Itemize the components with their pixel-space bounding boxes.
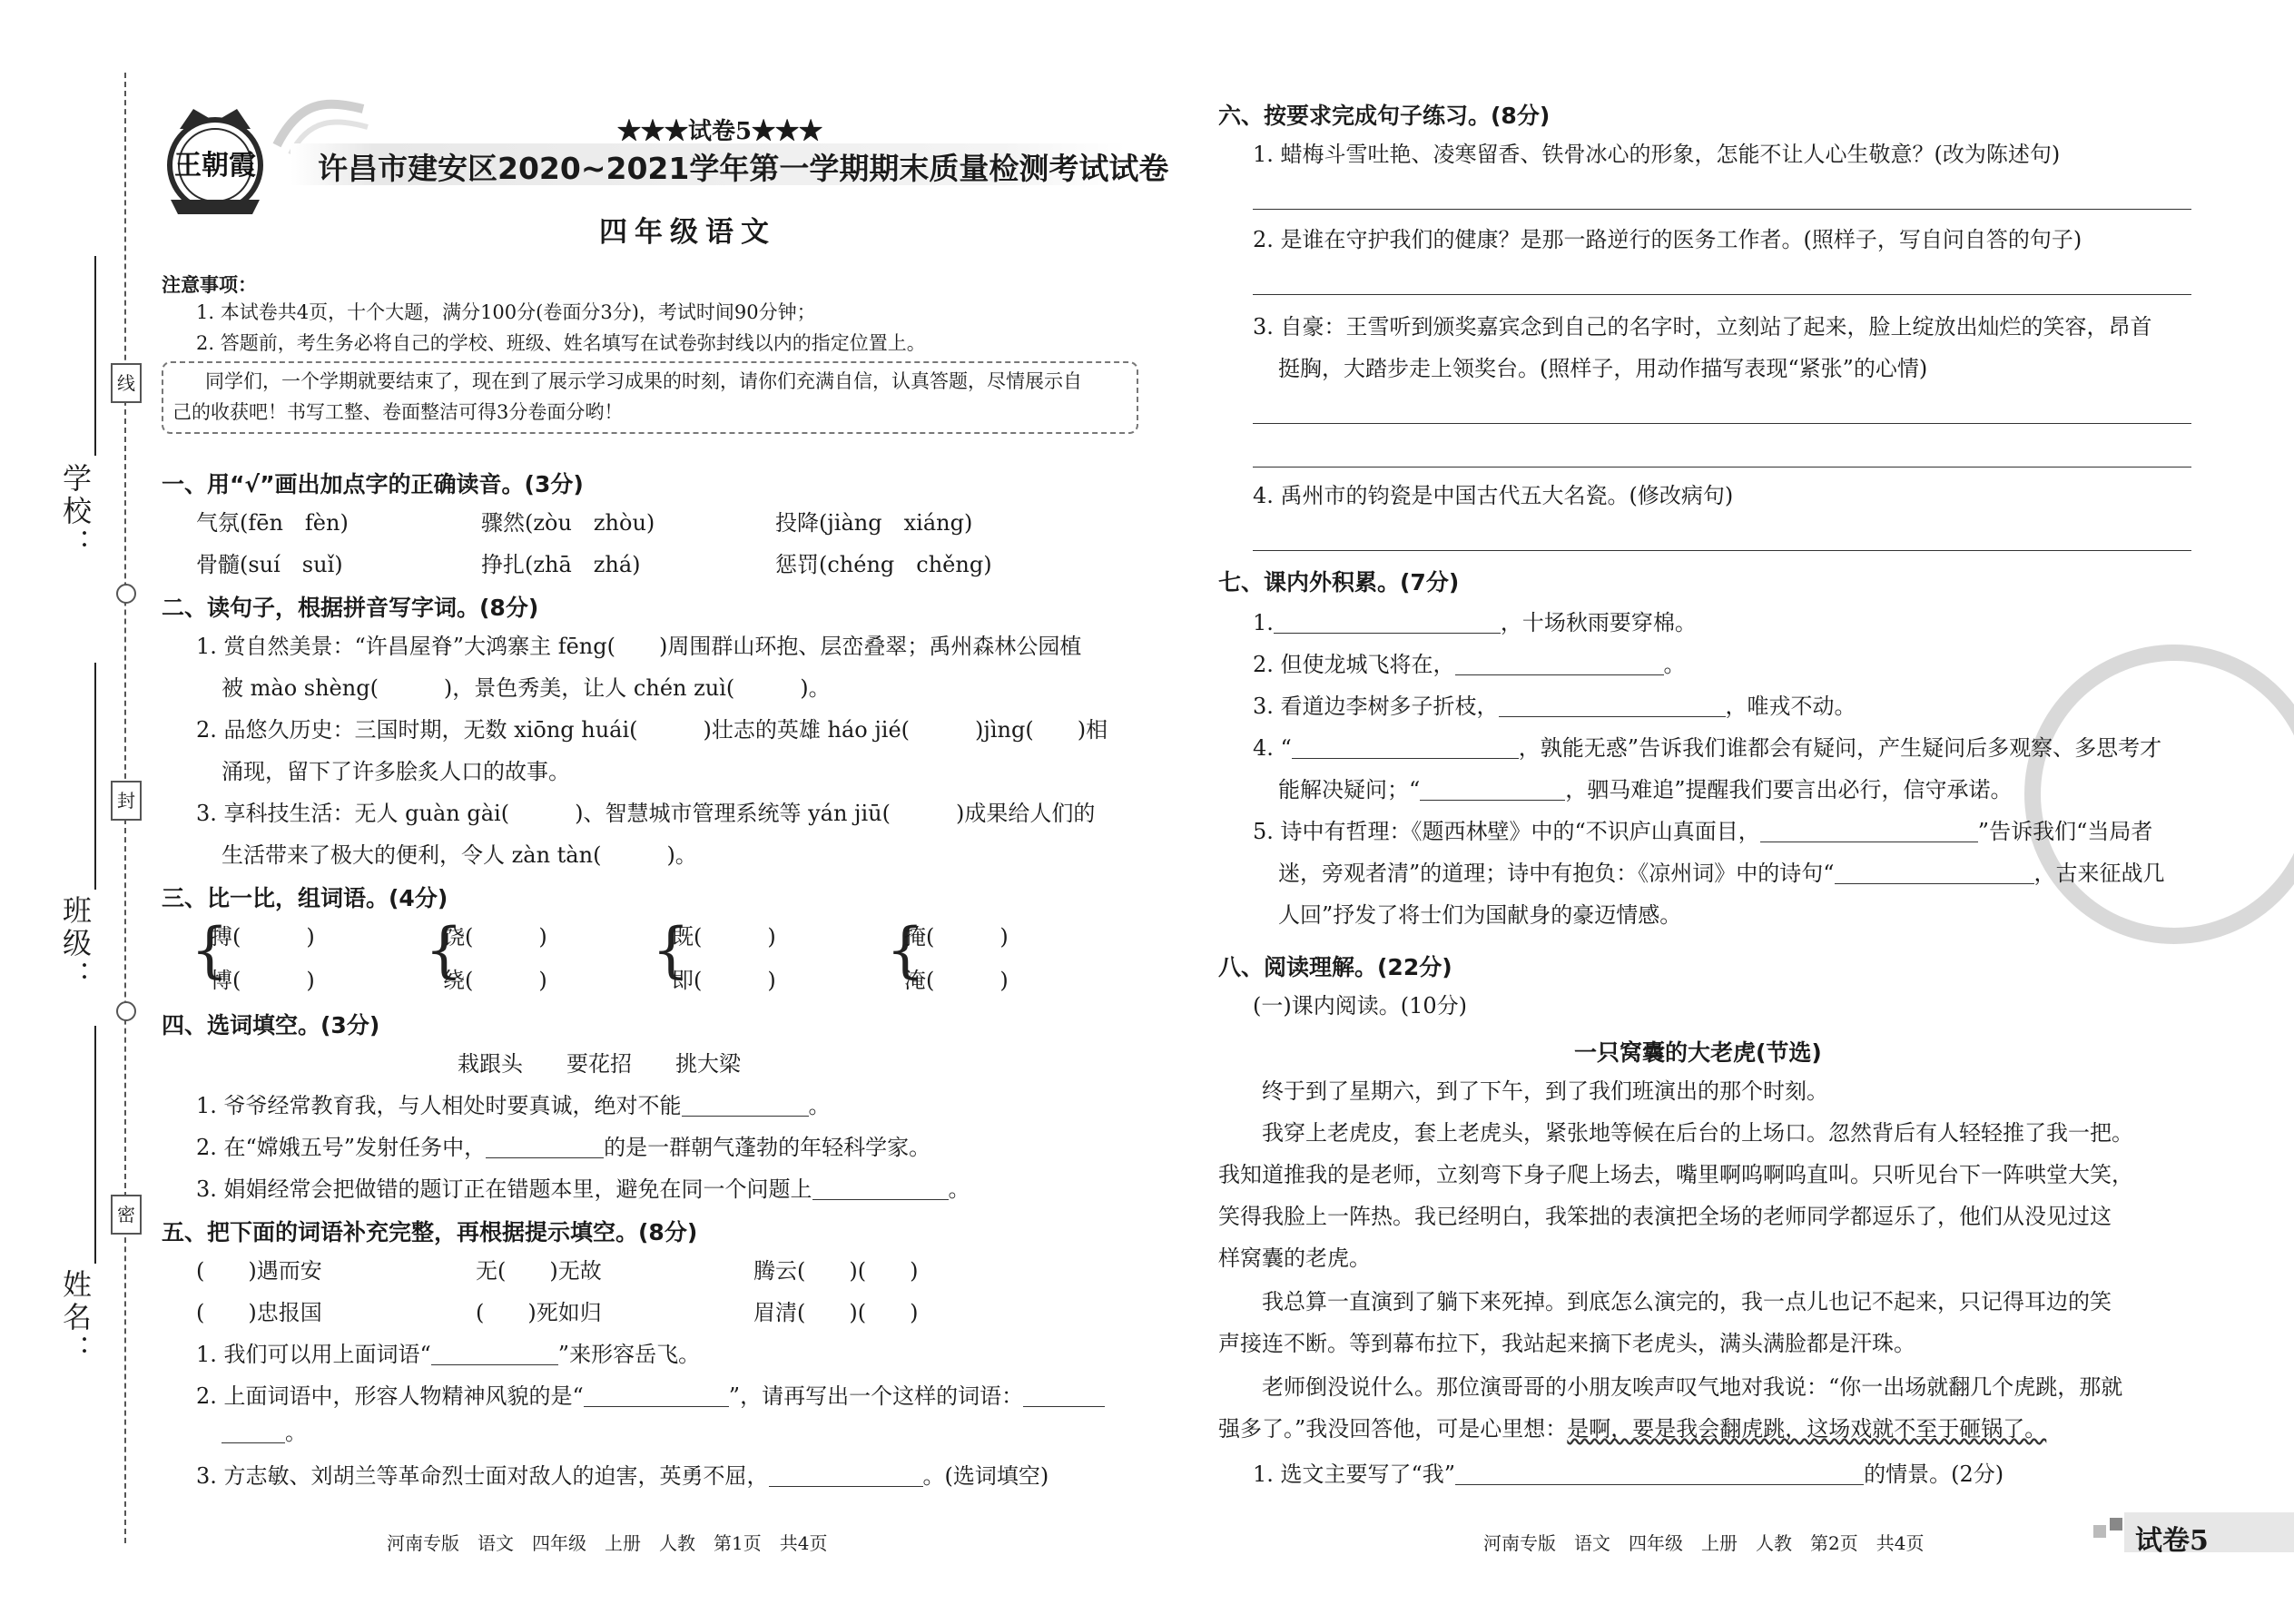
- seal-mark-seal: 封: [111, 781, 142, 821]
- passage-line: 笑得我脸上一阵热。我已经明白，我笨拙的表演把全场的老师同学都逗乐了，他们从没见过这: [1218, 1204, 2112, 1229]
- question-line: 。: [222, 1416, 307, 1449]
- brace: {: [886, 915, 924, 985]
- school-label: 学校：: [58, 463, 93, 561]
- answer-line[interactable]: [1253, 467, 2191, 468]
- answer-blank[interactable]: [1023, 1383, 1105, 1407]
- tab-square-icon: [2093, 1525, 2106, 1538]
- answer-blank[interactable]: [1499, 693, 1726, 717]
- idiom-field[interactable]: 腾云( )( ): [753, 1258, 919, 1284]
- paper-number: ★★★试卷5★★★: [617, 118, 823, 145]
- question-line: 4. “ ，孰能无惑”告诉我们谁都会有疑问，产生疑问后多观察、多思考才: [1253, 735, 2162, 761]
- tab-square-icon: [2110, 1518, 2122, 1530]
- idiom-field[interactable]: 无( )无故: [476, 1258, 602, 1284]
- question-line: 能解决疑问；“ ，驷马难追”提醒我们要言出必行，信守承诺。: [1278, 777, 2013, 802]
- pinyin-choice[interactable]: 骨髓(suí suǐ): [196, 552, 343, 577]
- brace: {: [191, 915, 229, 985]
- pinyin-choice[interactable]: 气氛(fēn fèn): [196, 510, 349, 536]
- answer-blank[interactable]: [486, 1134, 604, 1158]
- seal-mark-secret: 密: [111, 1195, 142, 1235]
- notice-item: 2. 答题前，考生务必将自己的学校、班级、姓名填写在试卷弥封线以内的指定位置上。: [196, 332, 926, 354]
- word-group-field[interactable]: 绕( ): [443, 968, 547, 993]
- notice-heading: 注意事项：: [162, 273, 257, 296]
- word-group-field[interactable]: 淹( ): [904, 968, 1009, 993]
- idiom-field[interactable]: ( )死如归: [476, 1300, 602, 1325]
- passage-line: 终于到了星期六，到了下午，到了我们班演出的那个时刻。: [1262, 1078, 1828, 1104]
- question-line: 5. 诗中有哲理：《题西林壁》中的“不识庐山真面目， ”告诉我们“当局者: [1253, 819, 2153, 844]
- answer-line[interactable]: [1253, 550, 2191, 551]
- question-line: 涌现，留下了许多脍炙人口的故事。: [222, 759, 570, 784]
- class-label: 班级：: [58, 895, 93, 993]
- question-line: 2. 在“嫦娥五号”发射任务中， 的是一群朝气蓬勃的年轻科学家。: [196, 1135, 931, 1160]
- answer-blank[interactable]: [1420, 776, 1565, 801]
- question-line: 2. 是谁在守护我们的健康？是那一路逆行的医务工作者。(照样子，写自问自答的句子): [1253, 227, 2082, 252]
- question-line: 1. 我们可以用上面词语“ ”来形容岳飞。: [196, 1342, 701, 1367]
- answer-line[interactable]: [1253, 209, 2191, 210]
- question-line: 4. 禹州市的钧瓷是中国古代五大名瓷。(修改病句): [1253, 483, 1734, 508]
- question-line: 3. 享科技生活：无人 guàn gài( )、智慧城市管理系统等 yán jiū( )成果给人们的: [196, 801, 1096, 826]
- passage-line: 我穿上老虎皮，套上老虎头，紧张地等候在后台的上场口。忽然背后有人轻轻推了我一把。: [1262, 1120, 2133, 1146]
- passage-title: 一只窝囊的大老虎(节选): [1574, 1039, 1822, 1066]
- name-label: 姓名：: [58, 1269, 93, 1367]
- answer-blank[interactable]: [584, 1383, 729, 1407]
- answer-line[interactable]: [1253, 423, 2191, 424]
- question-line: 1. 赏自然美景：“许昌屋脊”大鸿寨主 fēng( )周围群山环抱、层峦叠翠；禹州森林公园植: [196, 634, 1082, 659]
- passage-line: 我总算一直演到了躺下来死掉。到底怎么演完的，我一点儿也记不起来，只记得耳边的笑: [1262, 1289, 2112, 1314]
- question-line: 3. 娟娟经常会把做错的题订正在错题本里，避免在同一个问题上 。: [196, 1176, 970, 1202]
- pinyin-choice[interactable]: 挣扎(zhā zhá): [481, 552, 641, 577]
- pinyin-choice[interactable]: 投降(jiàng xiáng): [775, 510, 973, 536]
- brace: {: [652, 915, 690, 985]
- answer-blank[interactable]: [812, 1176, 949, 1200]
- question-line: 生活带来了极大的便利，令人 zàn tàn( )。: [222, 842, 697, 868]
- section-2-heading: 二、读句子，根据拼音写字词。(8分): [162, 595, 539, 621]
- word-options: 栽跟头 要花招 挑大梁: [458, 1051, 741, 1077]
- answer-blank[interactable]: [222, 1419, 285, 1443]
- answer-blank[interactable]: [1455, 651, 1664, 675]
- page-footer-left: 河南专版 语文 四年级 上册 人教 第1页 共4页: [387, 1532, 828, 1554]
- encouragement-line: 同学们，一个学期就要结束了，现在到了展示学习成果的时刻，请你们充满自信，认真答题，尽情展示自: [205, 370, 1082, 392]
- pinyin-choice[interactable]: 骤然(zòu zhòu): [481, 510, 655, 536]
- section-4-heading: 四、选词填空。(3分): [162, 1012, 380, 1038]
- answer-blank[interactable]: [1455, 1461, 1864, 1485]
- exam-title: 许昌市建安区2020~2021学年第一学期期末质量检测考试试卷: [318, 151, 1169, 186]
- name-field[interactable]: [94, 1026, 96, 1264]
- passage-line: 强多了。”我没回答他，可是心里想：是啊，要是我会翻虎跳，这场戏就不至于砸锅了。: [1218, 1416, 2047, 1442]
- question-line: 挺胸，大踏步走上领奖台。(照样子，用动作描写表现“紧张”的心情): [1278, 356, 1928, 381]
- word-group-field[interactable]: 即( ): [672, 968, 776, 993]
- section-7-heading: 七、课内外积累。(7分): [1218, 569, 1460, 595]
- brace: {: [425, 915, 463, 985]
- question-line: 2. 但使龙城飞将在， 。: [1253, 652, 1686, 677]
- question-line: 3. 自豪：王雪听到颁奖嘉宾念到自己的名字时，立刻站了起来，脸上绽放出灿烂的笑容，昂首: [1253, 314, 2152, 340]
- question-line: 1. 爷爷经常教育我，与人相处时要真诚，绝对不能 。: [196, 1093, 831, 1118]
- pinyin-choice[interactable]: 惩罚(chéng chěng): [775, 552, 992, 577]
- question-line: 3. 方志敏、刘胡兰等革命烈士面对敌人的迫害，英勇不屈， 。(选词填空): [196, 1463, 1049, 1489]
- reading-part-label: (一)课内阅读。(10分): [1253, 993, 1467, 1019]
- question-line: 人回”抒发了将士们为国献身的豪迈情感。: [1278, 902, 1682, 928]
- passage-line: 声接连不断。等到幕布拉下，我站起来摘下老虎头，满头满脸都是汗珠。: [1218, 1331, 1915, 1356]
- idiom-field[interactable]: 眉清( )( ): [753, 1300, 919, 1325]
- passage-line: 样窝囊的老虎。: [1218, 1245, 1371, 1271]
- page-footer-right: 河南专版 语文 四年级 上册 人教 第2页 共4页: [1483, 1532, 1925, 1554]
- answer-blank[interactable]: [1274, 609, 1501, 634]
- section-1-heading: 一、用“√”画出加点字的正确读音。(3分): [162, 471, 584, 497]
- question-line: 3. 看道边李树多子折枝， ，唯戎不动。: [1253, 694, 1856, 719]
- section-6-heading: 六、按要求完成句子练习。(8分): [1218, 103, 1551, 129]
- exam-subtitle: 四年级语文: [599, 216, 776, 249]
- answer-blank[interactable]: [769, 1462, 923, 1487]
- binding-hole: [116, 1001, 136, 1021]
- answer-line[interactable]: [1253, 294, 2191, 295]
- logo-text: 王朝霞: [174, 150, 256, 182]
- idiom-field[interactable]: ( )忠报国: [196, 1300, 322, 1325]
- section-5-heading: 五、把下面的词语补充完整，再根据提示填空。(8分): [162, 1219, 698, 1245]
- word-group-field[interactable]: 搏( ): [211, 924, 315, 950]
- word-group-field[interactable]: 博( ): [211, 968, 315, 993]
- answer-blank[interactable]: [1760, 818, 1978, 842]
- idiom-field[interactable]: ( )遇而安: [196, 1258, 322, 1284]
- answer-blank[interactable]: [1292, 734, 1519, 759]
- seal-mark-line: 线: [111, 363, 142, 403]
- answer-blank[interactable]: [682, 1092, 809, 1117]
- question-line: 1. 蜡梅斗雪吐艳、凌寒留香、铁骨冰心的形象，怎能不让人心生敬意？(改为陈述句): [1253, 142, 2061, 167]
- question-line: 迷，旁观者清”的道理；诗中有抱负：《凉州词》中的诗句“ ，古来征战几: [1278, 861, 2165, 886]
- question-line: 被 mào shèng( )，景色秀美，让人 chén zuì( )。: [222, 675, 831, 701]
- section-3-heading: 三、比一比，组词语。(4分): [162, 885, 448, 911]
- class-field[interactable]: [94, 663, 96, 890]
- wavy-underlined-sentence: 是啊，要是我会翻虎跳，这场戏就不至于砸锅了。: [1567, 1416, 2047, 1442]
- section-8-heading: 八、阅读理解。(22分): [1218, 954, 1452, 980]
- word-group-field[interactable]: 掩( ): [904, 924, 1009, 950]
- passage-line: 老师倒没说什么。那位演哥哥的小朋友唉声叹气地对我说：“你一出场就翻几个虎跳，那就: [1262, 1374, 2123, 1400]
- notice-item: 1. 本试卷共4页，十个大题，满分100分(卷面分3分)，考试时间90分钟；: [196, 301, 816, 323]
- question-line: 2. 品悠久历史：三国时期，无数 xiōng huái( )壮志的英雄 háo jié( )jìng( )相: [196, 717, 1108, 743]
- answer-blank[interactable]: [1835, 860, 2034, 884]
- paper-tab-label: 试卷5: [2135, 1525, 2209, 1557]
- encouragement-line: 己的收获吧！书写工整、卷面整洁可得3分卷面分哟！: [172, 401, 624, 423]
- watermark-stamp-icon: [2024, 645, 2294, 944]
- word-group-field[interactable]: 既( ): [672, 924, 776, 950]
- answer-blank[interactable]: [431, 1341, 558, 1365]
- question-line: 1. ，十场秋雨要穿棉。: [1253, 610, 1697, 635]
- question-line: 2. 上面词语中，形容人物精神风貌的是“ ”，请再写出一个这样的词语：: [196, 1380, 1105, 1412]
- binding-hole: [116, 584, 136, 604]
- school-field[interactable]: [94, 256, 96, 456]
- question-line: 1. 选文主要写了“我” 的情景。(2分): [1253, 1462, 2004, 1487]
- word-group-field[interactable]: 饶( ): [443, 924, 547, 950]
- brand-logo-icon: [162, 102, 269, 218]
- passage-line: 我知道推我的是老师，立刻弯下身子爬上场去，嘴里啊呜啊呜直叫。只听见台下一阵哄堂大笑，: [1218, 1162, 2133, 1187]
